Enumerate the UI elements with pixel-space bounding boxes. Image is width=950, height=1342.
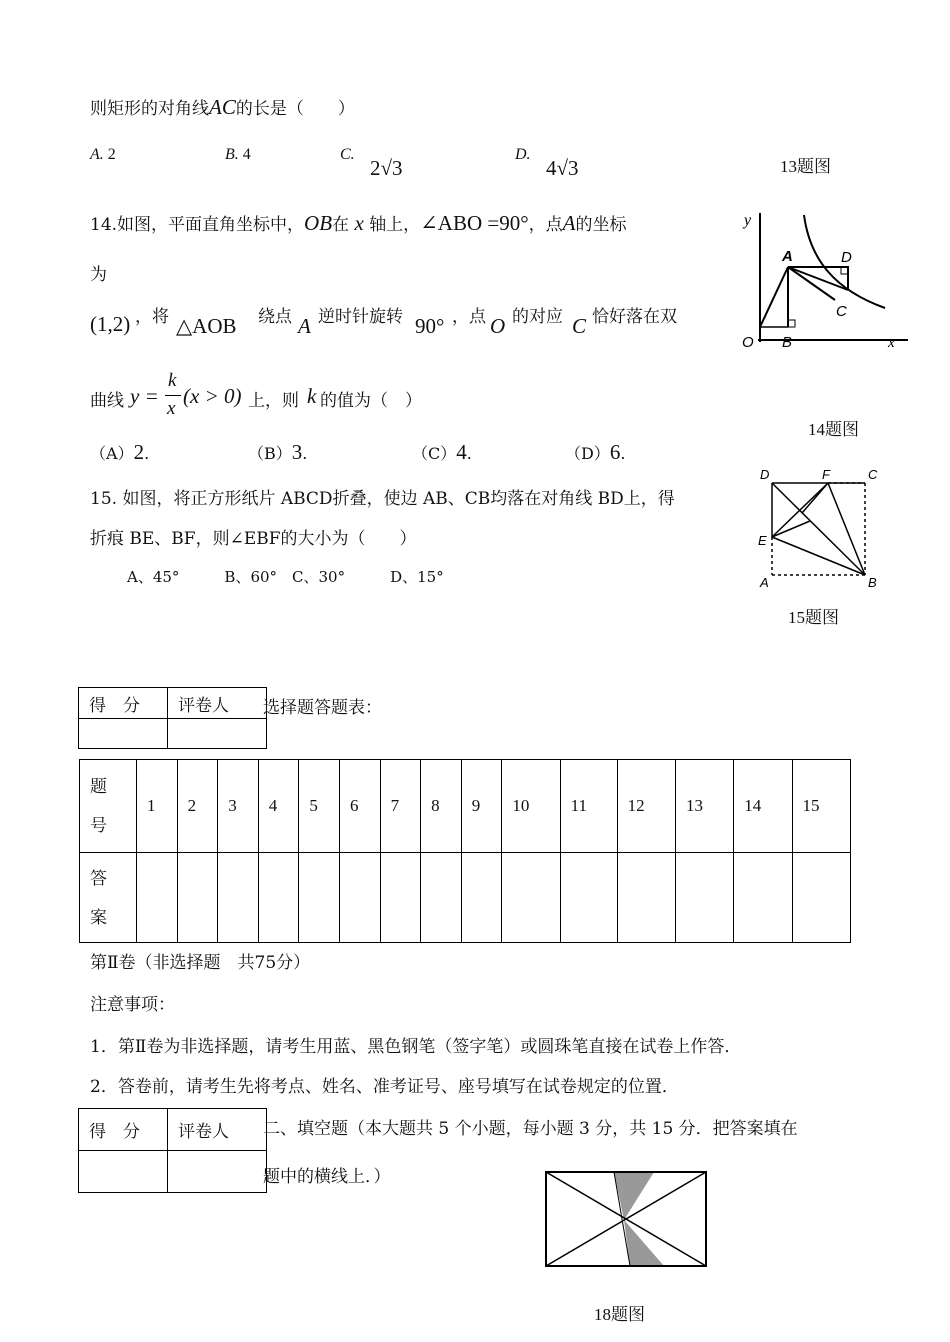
fold-f xyxy=(802,483,828,513)
section2-line2: 题中的横线上．） xyxy=(263,1167,391,1187)
question-number: 14 xyxy=(734,760,792,853)
answer-cell[interactable] xyxy=(421,853,462,943)
question-number: 1 xyxy=(137,760,178,853)
q14-text-quxian: 曲线 xyxy=(90,391,124,411)
segment-a-c xyxy=(788,267,848,290)
label-y: y xyxy=(744,212,752,229)
section2-line1: 二、填空题（本大题共 5 个小题，每小题 3 分，共 15 分．把答案填在 xyxy=(263,1119,798,1139)
label-b: B xyxy=(868,575,877,590)
label-x: x xyxy=(888,335,895,351)
question-number: 12 xyxy=(617,760,675,853)
q18-figure xyxy=(544,1170,708,1268)
question-number: 4 xyxy=(258,760,299,853)
q14-text-shang: 上，则 xyxy=(248,391,299,411)
score-label: 得 分 xyxy=(79,1109,168,1151)
label-f: F xyxy=(822,467,830,482)
q14-figure-caption: 14题图 xyxy=(808,420,859,439)
shaded-top xyxy=(614,1172,654,1220)
q15-line1: 15. 如图，将正方形纸片 ABCD折叠，使边 AB、CB均落在对角线 BD上，得 xyxy=(90,489,675,509)
q14-option-b: （B）3. xyxy=(248,440,308,464)
question-number: 8 xyxy=(421,760,462,853)
q13-option-c-label: C. xyxy=(340,146,355,163)
q14-point-a: A xyxy=(298,314,311,338)
answer-cell[interactable] xyxy=(137,853,178,943)
label-a: A xyxy=(760,575,769,590)
score-label: 得 分 xyxy=(79,688,168,719)
q15-line2: 折痕 BE、BF，则∠EBF的大小为（ ） xyxy=(90,529,417,549)
label-o: O xyxy=(742,334,754,351)
answer-cell[interactable] xyxy=(560,853,617,943)
q14-option-c: （C）4. xyxy=(412,440,472,464)
q13-stem: 则矩形的对角线AC的长是（ ） xyxy=(90,95,355,119)
q14-point-o: O xyxy=(490,314,506,338)
q18-figure-caption: 18题图 xyxy=(594,1305,645,1324)
part2-heading: 第Ⅱ卷（非选择题 共75分） xyxy=(90,953,311,973)
grader-cell[interactable] xyxy=(168,1151,267,1193)
answer-cell[interactable] xyxy=(675,853,733,943)
q15-figure xyxy=(750,465,890,595)
question-number: 2 xyxy=(177,760,218,853)
q13-option-c-value: 2√3 xyxy=(370,156,403,180)
score-box-1 xyxy=(78,687,267,749)
row-label-daan: 答 案 xyxy=(80,853,137,943)
shaded-bottom xyxy=(624,1220,664,1266)
answer-cell[interactable] xyxy=(502,853,560,943)
q15-figure-caption: 15题图 xyxy=(788,608,839,627)
answer-table-title: 选择题答题表： xyxy=(263,698,382,718)
q13-figure-caption: 13题图 xyxy=(780,157,831,176)
right-angle-b xyxy=(788,320,795,327)
question-number: 9 xyxy=(461,760,502,853)
q14-degree: 90° xyxy=(415,314,445,338)
q14-line2: 为 xyxy=(90,265,107,285)
question-number: 10 xyxy=(502,760,560,853)
q14-fraction-k: k xyxy=(168,370,177,391)
question-number: 15 xyxy=(792,760,850,853)
note-2: 2．答卷前，请考生先将考点、姓名、准考证号、座号填写在试卷规定的位置． xyxy=(90,1077,679,1097)
right-angle-d xyxy=(841,267,848,274)
answer-cell[interactable] xyxy=(299,853,340,943)
q14-option-d: （D）6. xyxy=(565,440,626,464)
q14-text-raodian: 绕点 xyxy=(258,307,292,327)
q14-option-a: （A）2. xyxy=(90,440,150,464)
q14-y-eq: y = xyxy=(130,384,159,408)
answer-row xyxy=(80,853,851,943)
question-number: 3 xyxy=(218,760,259,853)
q14-k: k xyxy=(307,384,317,408)
answer-cell[interactable] xyxy=(258,853,299,943)
answer-table xyxy=(79,759,851,943)
notes-title: 注意事项： xyxy=(90,995,175,1015)
label-b: B xyxy=(782,334,793,351)
row-label-tihao: 题 号 xyxy=(80,760,137,853)
label-c: C xyxy=(836,303,847,320)
answer-cell[interactable] xyxy=(218,853,259,943)
label-a: A xyxy=(782,248,793,265)
q14-line1: 14.如图，平面直角坐标中，OB在 x 轴上，∠ABO =90°，点A的坐标 xyxy=(90,211,627,235)
q14-triangle: △AOB xyxy=(176,314,237,338)
note-1: 1．第Ⅱ卷为非选择题，请考生用蓝、黑色钢笔（签字笔）或圆珠笔直接在试卷上作答． xyxy=(90,1037,742,1057)
answer-cell[interactable] xyxy=(177,853,218,943)
question-number-row xyxy=(80,760,851,853)
question-number: 13 xyxy=(675,760,733,853)
score-box-2 xyxy=(78,1108,267,1193)
q13-option-d-value: 4√3 xyxy=(546,156,579,180)
label-c: C xyxy=(868,467,878,482)
q13-option-d-label: D. xyxy=(515,146,531,163)
grader-cell[interactable] xyxy=(168,719,267,749)
fold-e xyxy=(772,521,810,537)
question-number: 7 xyxy=(380,760,421,853)
answer-cell[interactable] xyxy=(617,853,675,943)
q14-text-jiang: ，将 xyxy=(135,307,169,327)
question-number: 6 xyxy=(339,760,380,853)
q14-figure xyxy=(730,205,910,355)
answer-cell[interactable] xyxy=(380,853,421,943)
crease-be xyxy=(772,537,865,575)
grader-label: 评卷人 xyxy=(168,688,267,719)
question-number: 11 xyxy=(560,760,617,853)
q14-point-c: C xyxy=(572,314,587,338)
grader-label: 评卷人 xyxy=(168,1109,267,1151)
answer-cell[interactable] xyxy=(339,853,380,943)
q14-coord: (1,2) xyxy=(90,312,131,336)
q14-text-rotate: 逆时针旋转 xyxy=(318,307,403,327)
score-cell[interactable] xyxy=(79,719,168,749)
diagonal-db xyxy=(772,483,865,575)
answer-cell[interactable] xyxy=(461,853,502,943)
answer-cell[interactable] xyxy=(792,853,850,943)
q14-text-dian: ，点 xyxy=(452,307,486,327)
q14-text-luozai: 恰好落在双 xyxy=(592,307,677,327)
q13-option-b: B. 4 xyxy=(225,146,251,163)
label-d: D xyxy=(760,467,770,482)
label-e: E xyxy=(758,533,767,548)
q14-condition: (x > 0) xyxy=(183,384,242,408)
q14-fraction-x: x xyxy=(167,398,176,419)
q15-options: A、45° B、60° C、30° D、15° xyxy=(127,568,444,586)
crease-bf xyxy=(828,483,865,575)
q14-text-value: 的值为（ ） xyxy=(320,391,422,411)
answer-cell[interactable] xyxy=(734,853,792,943)
q14-fraction-bar xyxy=(165,395,181,396)
triangle-aob xyxy=(760,267,788,327)
label-d: D xyxy=(841,249,852,266)
q13-option-a: A. 2 xyxy=(90,146,116,163)
score-cell[interactable] xyxy=(79,1151,168,1193)
q14-text-duiying: 的对应 xyxy=(512,307,563,327)
question-number: 5 xyxy=(299,760,340,853)
